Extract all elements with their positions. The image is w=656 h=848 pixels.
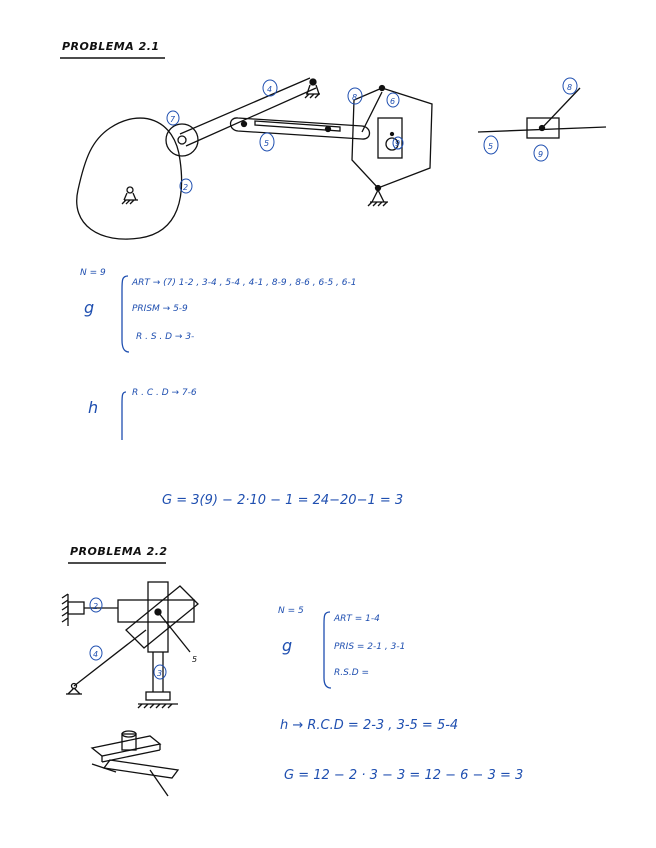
p2-label-3: 3 <box>157 669 163 678</box>
pivot-4 <box>310 79 316 85</box>
p1-formula: G = 3(9) − 2·10 − 1 = 24−20−1 = 3 <box>162 493 404 508</box>
iso-plate <box>92 736 160 756</box>
label-6: 6 <box>390 97 396 106</box>
link-4-bottom <box>186 88 316 146</box>
roller-3-pin <box>178 136 186 144</box>
p2-g-art: ART = 1-4 <box>334 614 380 624</box>
mechanism-2-2 <box>62 582 198 796</box>
label-7: 7 <box>170 115 176 124</box>
problem-1-title: PROBLEMA 2.1 <box>62 40 160 53</box>
link-8 <box>362 92 382 132</box>
pin-5b <box>326 127 331 132</box>
p2-label-2: 2 <box>93 602 99 611</box>
mechanism-2-1 <box>77 78 606 239</box>
label-4: 4 <box>267 85 273 94</box>
side-label-5: 5 <box>488 142 494 151</box>
side-link-8 <box>542 88 580 128</box>
p2-label-5: 5 <box>192 655 198 664</box>
p1-h-symbol: h <box>88 398 99 417</box>
label-8: 8 <box>352 93 358 102</box>
p1-g-art: ART → (7) 1-2 , 3-4 , 5-4 , 4-1 , 8-9 , 8-6 , 6-5 , 6-1 <box>132 278 357 288</box>
brace-g2 <box>324 612 331 688</box>
p2-g-rsd: R.S.D = <box>334 668 370 678</box>
p2-label-4: 4 <box>93 650 99 659</box>
side-label-8: 8 <box>567 83 573 92</box>
p1-n-line: N = 9 <box>80 268 106 278</box>
problem-2-title: PROBLEMA 2.2 <box>70 545 168 558</box>
brace-h1 <box>122 392 126 440</box>
p2-formula: G = 12 − 2 · 3 − 3 = 12 − 6 − 3 = 3 <box>284 768 524 783</box>
label-2: 2 <box>183 183 189 192</box>
p2-g-pris: PRIS = 2-1 , 3-1 <box>334 642 406 652</box>
p1-g-symbol: g <box>84 298 95 317</box>
side-label-9: 9 <box>538 150 544 159</box>
p2-g-symbol: g <box>282 636 293 655</box>
label-9: 9 <box>395 139 401 148</box>
p1-g-rsd: R . S . D → 3- <box>136 332 195 342</box>
p1-h-rcd: R . C . D → 7-6 <box>132 388 197 398</box>
pin-5a <box>242 122 247 127</box>
label-5: 5 <box>264 139 270 148</box>
ground-pin-1 <box>127 187 133 193</box>
iso-leg <box>150 770 168 796</box>
p2-n-line: N = 5 <box>278 606 304 616</box>
brace-g1 <box>122 276 129 352</box>
iso-bar <box>104 760 178 778</box>
link-4b <box>74 630 146 686</box>
p1-g-prism: PRISM → 5-9 <box>132 304 188 314</box>
p2-h-line: h → R.C.D = 2-3 , 3-5 = 5-4 <box>280 718 459 733</box>
